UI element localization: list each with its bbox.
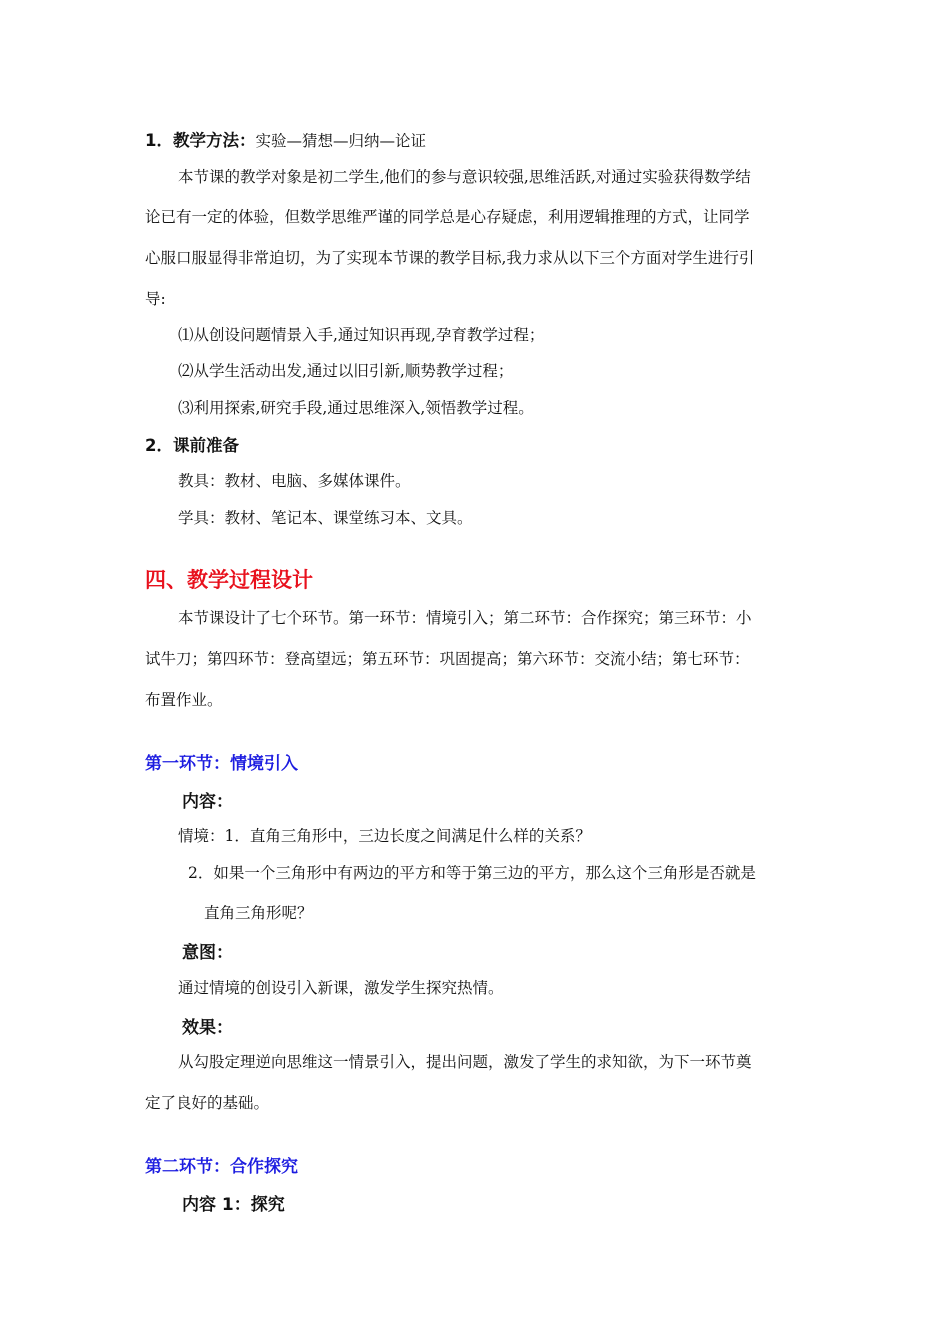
- paragraph-line: 心服口服显得非常迫切，为了实现本节课的教学目标,我力求从以下三个方面对学生进行引: [145, 249, 755, 267]
- effect-label: 效果：: [182, 1018, 233, 1038]
- paragraph-line: 导:: [145, 290, 166, 308]
- paragraph-line: 布置作业。: [145, 691, 223, 709]
- prep-line: 学具：教材、笔记本、课堂练习本、文具。: [178, 509, 473, 527]
- paragraph-line: 试牛刀；第四环节：登高望远；第五环节：巩固提高；第六环节：交流小结；第七环节：: [145, 650, 750, 668]
- intent-label: 意图：: [182, 943, 233, 963]
- content-line: 2．如果一个三角形中有两边的平方和等于第三边的平方，那么这个三角形是否就是: [188, 864, 756, 882]
- content-line: 情境：1．直角三角形中，三边长度之间满足什么样的关系？: [178, 827, 591, 845]
- section-heading-preparation: 2．课前准备: [145, 436, 239, 455]
- heading-value: 实验—猜想—归纳—论证: [255, 132, 426, 150]
- effect-line: 从勾股定理逆向思维这一情景引入，提出问题，激发了学生的求知欲，为下一环节奠: [178, 1053, 752, 1071]
- heading-label: 1．教学方法：: [145, 131, 256, 150]
- content-line: 直角三角形呢？: [204, 904, 313, 922]
- content-1-label: 内容 1：探究: [182, 1195, 285, 1215]
- effect-line: 定了良好的基础。: [145, 1094, 270, 1112]
- stage-heading-2: 第二环节：合作探究: [145, 1157, 298, 1177]
- section-heading-teaching-method: [145, 127, 426, 151]
- paragraph-line: 本节课设计了七个环节。第一环节：情境引入；第二环节：合作探究；第三环节：小: [178, 609, 752, 627]
- list-item: ⑶利用探索,研究手段,通过思维深入,领悟教学过程。: [178, 399, 534, 417]
- intent-text: 通过情境的创设引入新课，激发学生探究热情。: [178, 979, 504, 997]
- paragraph-line: 论已有一定的体验，但数学思维严谨的同学总是心存疑虑，利用逻辑推理的方式，让同学: [145, 208, 750, 226]
- paragraph-line: 本节课的教学对象是初二学生,他们的参与意识较强,思维活跃,对通过实验获得数学结: [178, 168, 751, 186]
- content-label: 内容：: [182, 792, 233, 812]
- list-item: ⑴从创设问题情景入手,通过知识再现,孕育教学过程；: [178, 326, 545, 344]
- stage-heading-1: 第一环节：情境引入: [145, 754, 298, 774]
- list-item: ⑵从学生活动出发,通过以旧引新,顺势教学过程；: [178, 362, 514, 380]
- section-heading-process-design: 四、教学过程设计: [145, 568, 313, 592]
- prep-line: 教具：教材、电脑、多媒体课件。: [178, 472, 411, 490]
